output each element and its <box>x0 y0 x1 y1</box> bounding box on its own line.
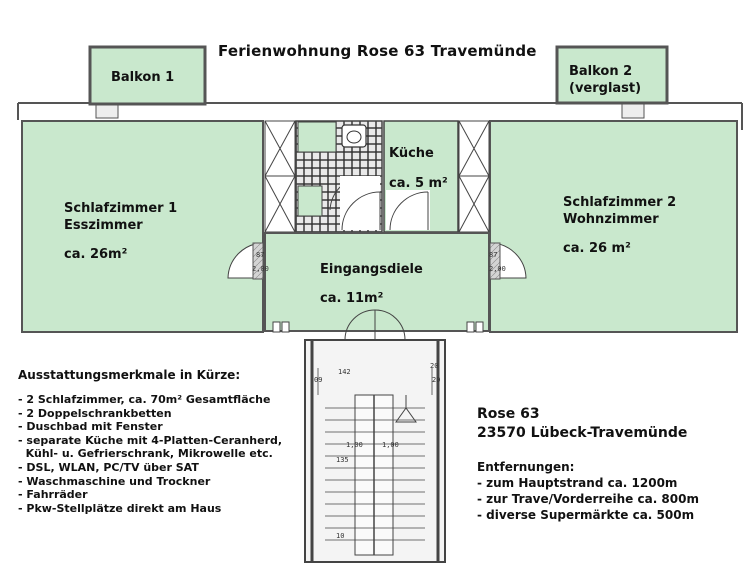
distances-list <box>477 475 699 523</box>
bedroom-1-label-line2: Esszimmer <box>64 218 143 233</box>
bedroom-1-label <box>64 200 177 234</box>
feature-item: - Pkw-Stellplätze direkt am Haus <box>18 501 222 515</box>
distance-item: - diverse Supermärkte ca. 500m <box>477 508 695 522</box>
dim-stair-right-2: 20 <box>432 376 441 384</box>
features-section <box>18 368 282 515</box>
balcony-1-label: Balkon 1 <box>111 70 175 85</box>
feature-item: - Duschbad mit Fenster <box>18 420 163 434</box>
dim-stair-right-1: 20 <box>430 362 439 370</box>
feature-item: - Fahrräder <box>18 488 88 502</box>
distance-item: - zur Trave/Vorderreihe ca. 800m <box>477 492 699 506</box>
bedroom-2-label-line2: Wohnzimmer <box>563 212 659 227</box>
page-title: Ferienwohnung Rose 63 Travemünde <box>218 42 537 60</box>
feature-item: - 2 Doppelschrankbetten <box>18 406 172 420</box>
balcony-2-label <box>569 63 641 97</box>
entrance-hall <box>265 233 489 331</box>
address-city: 23570 Lübeck-Travemünde <box>477 425 688 441</box>
balcony-2-label-line2: (verglast) <box>569 81 642 96</box>
balcony-2-label-line1: Balkon 2 <box>569 64 633 79</box>
dim-right-door-top: 87 <box>489 251 498 259</box>
bedroom-2-area: ca. 26 m² <box>563 241 631 256</box>
hall-label: Eingangsdiele <box>320 262 423 277</box>
feature-item: - separate Küche mit 4-Platten-Ceranherd, <box>18 433 283 447</box>
dim-stair-bottom: 10 <box>336 532 345 540</box>
dim-stair-left-1: 09 <box>314 376 323 384</box>
wardrobe-right <box>459 121 489 232</box>
distances-heading: Entfernungen: <box>477 460 575 474</box>
dim-stair-left-2: 142 <box>338 368 351 376</box>
feature-item: - DSL, WLAN, PC/TV über SAT <box>18 460 199 474</box>
feature-item: - Waschmaschine und Trockner <box>18 474 211 488</box>
dim-left-door-bottom: 2,00 <box>252 265 269 273</box>
kitchen-label: Küche <box>389 146 434 161</box>
bedroom-2-label-line1: Schlafzimmer 2 <box>563 195 677 210</box>
hall-area: ca. 11m² <box>320 291 384 306</box>
distance-item: - zum Hauptstrand ca. 1200m <box>477 476 678 490</box>
dim-stair-mid-3: 135 <box>336 456 349 464</box>
features-list <box>18 393 282 515</box>
bedroom-1-area: ca. 26m² <box>64 247 128 262</box>
address-block <box>477 405 687 443</box>
address-street: Rose 63 <box>477 406 540 422</box>
feature-item: - 2 Schlafzimmer, ca. 70m² Gesamtfläche <box>18 393 271 406</box>
bedroom-1-label-line1: Schlafzimmer 1 <box>64 201 178 216</box>
features-heading: Ausstattungsmerkmale in Kürze: <box>18 368 241 382</box>
distances-section <box>477 460 699 523</box>
dim-left-door-top: 87 <box>256 251 265 259</box>
dim-stair-mid-1: 1,00 <box>346 441 363 449</box>
bathroom <box>296 121 382 232</box>
wardrobe-left <box>265 121 295 232</box>
stairwell <box>305 340 445 562</box>
bedroom-2-label <box>563 194 676 228</box>
dim-right-door-bottom: 2,00 <box>489 265 506 273</box>
kitchen-area: ca. 5 m² <box>389 176 448 191</box>
feature-item: Kühl- u. Gefrierschrank, Mikrowelle etc. <box>18 447 273 461</box>
dim-stair-mid-2: 1,00 <box>382 441 399 449</box>
